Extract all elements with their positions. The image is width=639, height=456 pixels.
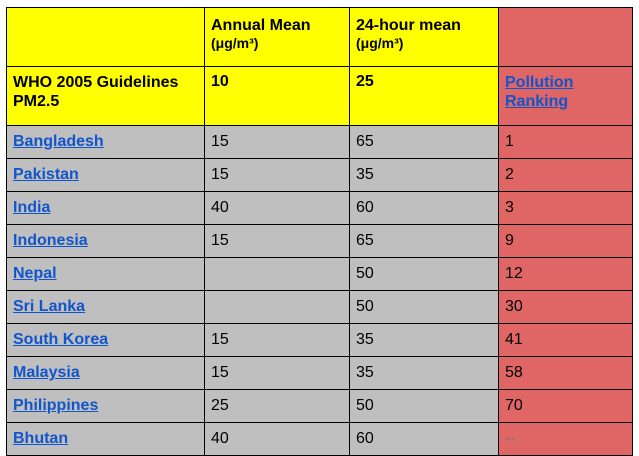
header-24h-label: 24-hour mean [356, 17, 461, 34]
country-cell [7, 225, 205, 258]
country-link[interactable]: Bangladesh [13, 133, 104, 150]
annual-cell: 15 [205, 126, 350, 159]
daily-cell: 65 [350, 126, 499, 159]
country-link[interactable]: Malaysia [13, 364, 80, 381]
daily-cell: 35 [350, 159, 499, 192]
country-cell [7, 357, 205, 390]
annual-cell: 15 [205, 357, 350, 390]
daily-cell: 35 [350, 357, 499, 390]
country-link[interactable]: Nepal [13, 265, 57, 282]
header-annual-cell [205, 8, 350, 67]
annual-cell [205, 291, 350, 324]
header-empty-cell [7, 8, 205, 67]
table-row [7, 423, 633, 456]
country-link[interactable]: Indonesia [13, 232, 88, 249]
country-cell [7, 324, 205, 357]
daily-cell: 50 [350, 258, 499, 291]
header-annual-unit: (μg/m³) [211, 35, 259, 51]
table-row [7, 291, 633, 324]
rank-cell: -- [499, 423, 633, 456]
annual-cell: 15 [205, 324, 350, 357]
annual-cell: 15 [205, 225, 350, 258]
table-row [7, 324, 633, 357]
guideline-daily: 25 [350, 67, 499, 126]
table-row [7, 192, 633, 225]
rank-cell: 2 [499, 159, 633, 192]
pm25-guidelines-table [6, 7, 633, 456]
guideline-annual: 10 [205, 67, 350, 126]
country-link[interactable]: Bhutan [13, 430, 69, 447]
table-row [7, 390, 633, 423]
daily-cell: 60 [350, 423, 499, 456]
guideline-label: WHO 2005 Guidelines PM2.5 [7, 67, 205, 126]
annual-cell: 40 [205, 423, 350, 456]
country-link[interactable]: South Korea [13, 331, 109, 348]
country-link[interactable]: India [13, 199, 51, 216]
annual-cell: 25 [205, 390, 350, 423]
table-row [7, 357, 633, 390]
table-row [7, 258, 633, 291]
rank-cell: 12 [499, 258, 633, 291]
daily-cell: 60 [350, 192, 499, 225]
country-cell [7, 192, 205, 225]
country-cell [7, 390, 205, 423]
country-cell [7, 258, 205, 291]
header-rank-cell [499, 8, 633, 67]
rank-cell: 1 [499, 126, 633, 159]
daily-cell: 35 [350, 324, 499, 357]
country-cell [7, 423, 205, 456]
rank-cell: 41 [499, 324, 633, 357]
annual-cell: 40 [205, 192, 350, 225]
rank-cell: 3 [499, 192, 633, 225]
rank-cell: 58 [499, 357, 633, 390]
country-link[interactable]: Philippines [13, 397, 99, 414]
guideline-row [7, 67, 633, 126]
daily-cell: 50 [350, 291, 499, 324]
pollution-ranking-cell [499, 67, 633, 126]
pollution-ranking-link[interactable]: Pollution Ranking [505, 74, 574, 110]
country-link[interactable]: Sri Lanka [13, 298, 86, 315]
daily-cell: 50 [350, 390, 499, 423]
country-cell [7, 291, 205, 324]
annual-cell [205, 258, 350, 291]
header-24h-cell [350, 8, 499, 67]
table-row [7, 126, 633, 159]
annual-cell: 15 [205, 159, 350, 192]
rank-cell: 70 [499, 390, 633, 423]
table-row [7, 159, 633, 192]
rank-cell: 9 [499, 225, 633, 258]
header-row [7, 8, 633, 67]
country-cell [7, 159, 205, 192]
table-row [7, 225, 633, 258]
daily-cell: 65 [350, 225, 499, 258]
country-cell [7, 126, 205, 159]
country-link[interactable]: Pakistan [13, 166, 79, 183]
header-24h-unit: (μg/m³) [356, 35, 404, 51]
rank-cell: 30 [499, 291, 633, 324]
header-annual-label: Annual Mean [211, 17, 311, 34]
